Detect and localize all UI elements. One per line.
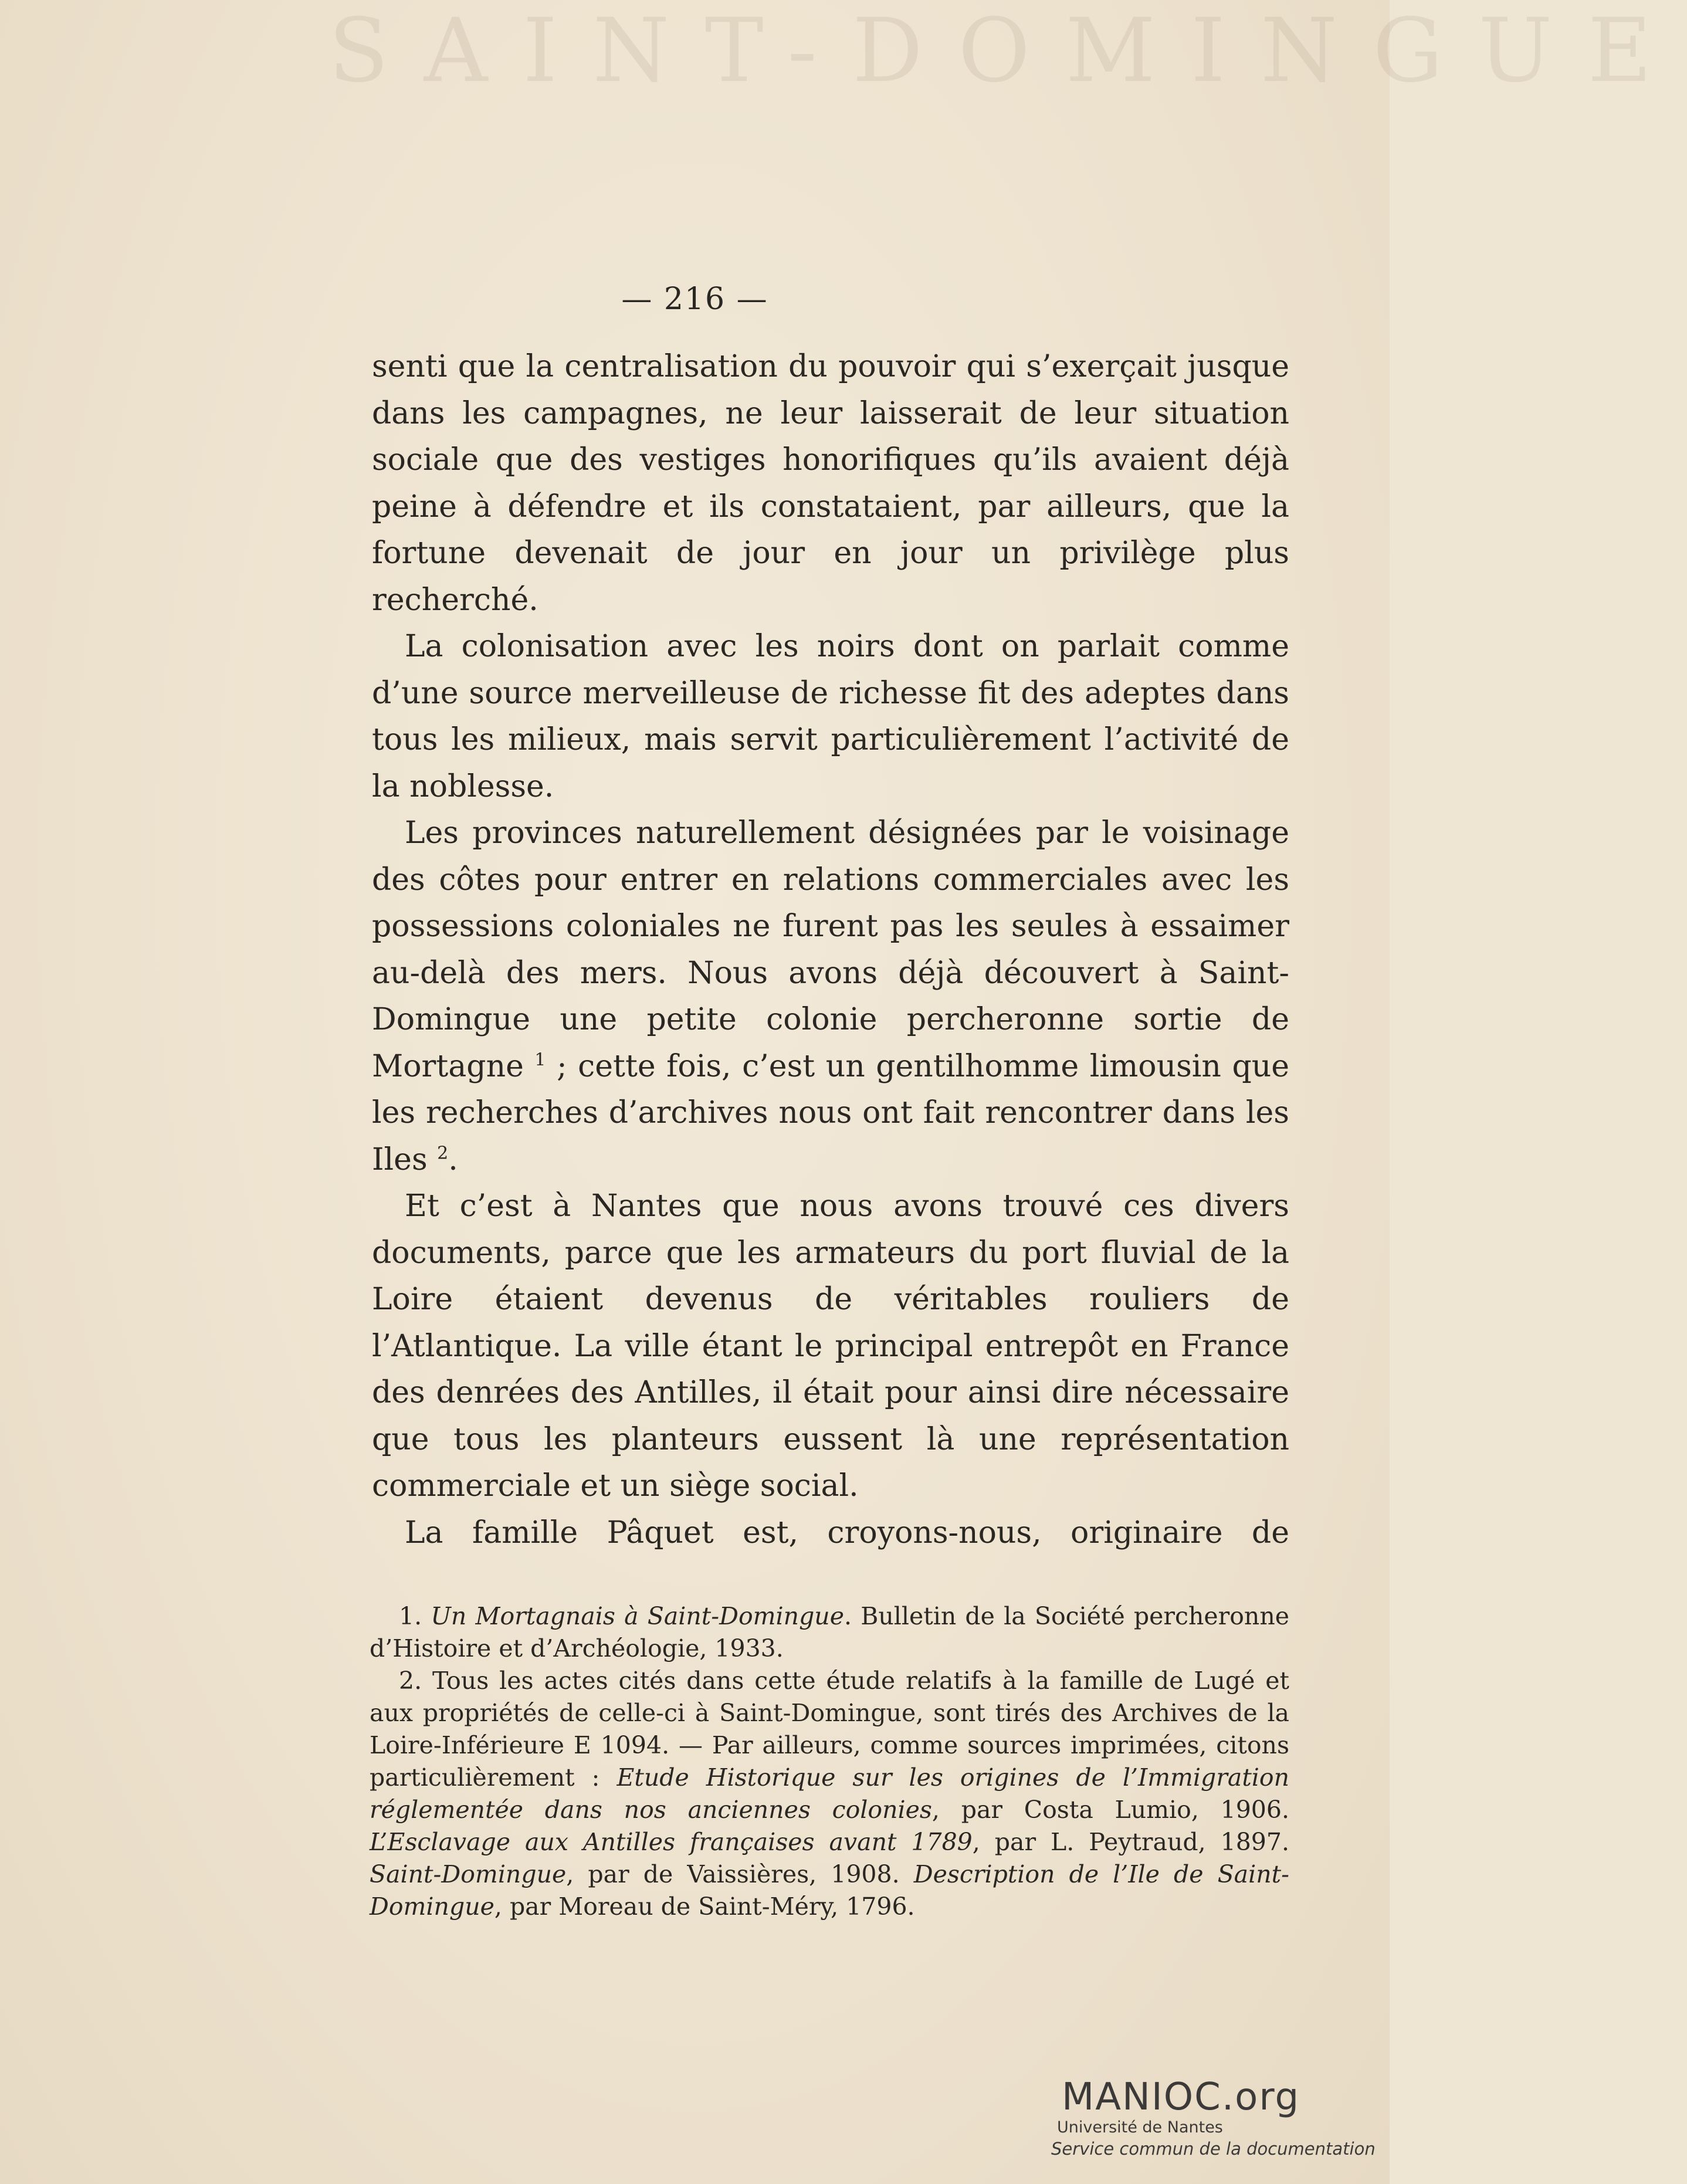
paragraph-3-part-b: ; cette fois, c’est un gentilhomme limousin que les recherches d’archives nous ont fait rencontrer dans les Iles	[372, 1048, 1289, 1177]
body-text	[372, 344, 1289, 1556]
footnote-2-title-1: Etude Historique sur les origines de l’Immigration réglementée dans nos anciennes colonies	[370, 1763, 1290, 1824]
paragraph-2: La colonisation avec les noirs dont on parlait comme d’une source merveilleuse de richesse fit des adeptes dans tous les milieux, mais servit particulièrement l’activité de la noblesse.	[372, 629, 1289, 804]
footnote-1-title: Un Mortagnais à Saint-Domingue	[431, 1602, 844, 1630]
footnotes	[370, 1600, 1289, 1923]
footnote-ref-1[interactable]: 1	[534, 1049, 546, 1071]
footnote-2	[370, 1665, 1289, 1923]
footnote-1-text: . Bulletin de la Société percheronne d’Histoire et d’Archéologie, 1933.	[370, 1602, 1289, 1662]
footnote-2-text-d: , par de Vaissières, 1908.	[566, 1860, 900, 1888]
logo-service: Service commun de la documentation	[1051, 2139, 1376, 2159]
footnote-2-title-4: Description de l’Ile de Saint-Domingue	[370, 1860, 1289, 1921]
manioc-logo	[1051, 2077, 1380, 2160]
paragraph-3	[372, 810, 1289, 1183]
footnote-2-title-2: L’Esclavage aux Antilles françaises avant 1789	[370, 1828, 973, 1856]
paragraph-4: Et c’est à Nantes que nous avons trouvé ces divers documents, parce que les armateurs du port fluvial de la Loire étaient devenus de véritables rouliers de l’Atlantique. La ville étant le principal entrepôt en France des denrées des Antilles, il était pour ainsi dire nécessaire que tous les planteurs eussent là une représentation commerciale et un siège social.	[372, 1188, 1289, 1504]
bleed-through-text: SAINT-DOMINGUE	[328, 0, 1687, 102]
paragraph-5: La famille Pâquet est, croyons-nous, originaire de	[405, 1515, 1289, 1550]
footnote-2-text-a: Tous les actes cités dans cette étude relatifs à la famille de Lugé et aux propriétés de celle-ci à Saint-Domingue, sont tirés des Archives de la Loire-Inférieure E 1094. — Par ailleurs, comme sources imprimées, citons particulièrement :	[370, 1667, 1289, 1792]
paragraph-3-part-c: .	[448, 1142, 458, 1177]
footnote-2-text-b: , par Costa Lumio, 1906.	[931, 1796, 1289, 1824]
footnote-2-number: 2.	[399, 1667, 422, 1695]
footnote-ref-2[interactable]: 2	[437, 1143, 449, 1164]
page-number: — 216 —	[621, 282, 768, 317]
logo-university: Université de Nantes	[1057, 2118, 1223, 2136]
footnote-2-text-c: , par L. Peytraud, 1897.	[972, 1828, 1289, 1856]
footnote-1	[370, 1600, 1289, 1665]
footnote-2-title-3: Saint-Domingue	[370, 1860, 567, 1888]
footnote-2-text-e: , par Moreau de Saint-Méry, 1796.	[494, 1892, 915, 1921]
paragraph-3-part-a: Les provinces naturellement désignées par le voisinage des côtes pour entrer en relations commerciales avec les possessions coloniales ne furent pas les seules à essaimer au-delà des mers. Nous avons déjà découvert à Saint-Domingue une petite colonie percheronne sortie de Mortagne	[372, 815, 1289, 1084]
footnote-1-number: 1.	[399, 1602, 422, 1630]
paragraph-1: senti que la centralisation du pouvoir qui s’exerçait jusque dans les campagnes, ne leur laisserait de leur situation sociale que des vestiges honorifiques qu’ils avaient déjà peine à défendre et ils constataient, par ailleurs, que la fortune devenait de jour en jour un privilège plus recherché.	[372, 349, 1289, 618]
logo-mark: MANIOC.org	[1062, 2075, 1300, 2119]
